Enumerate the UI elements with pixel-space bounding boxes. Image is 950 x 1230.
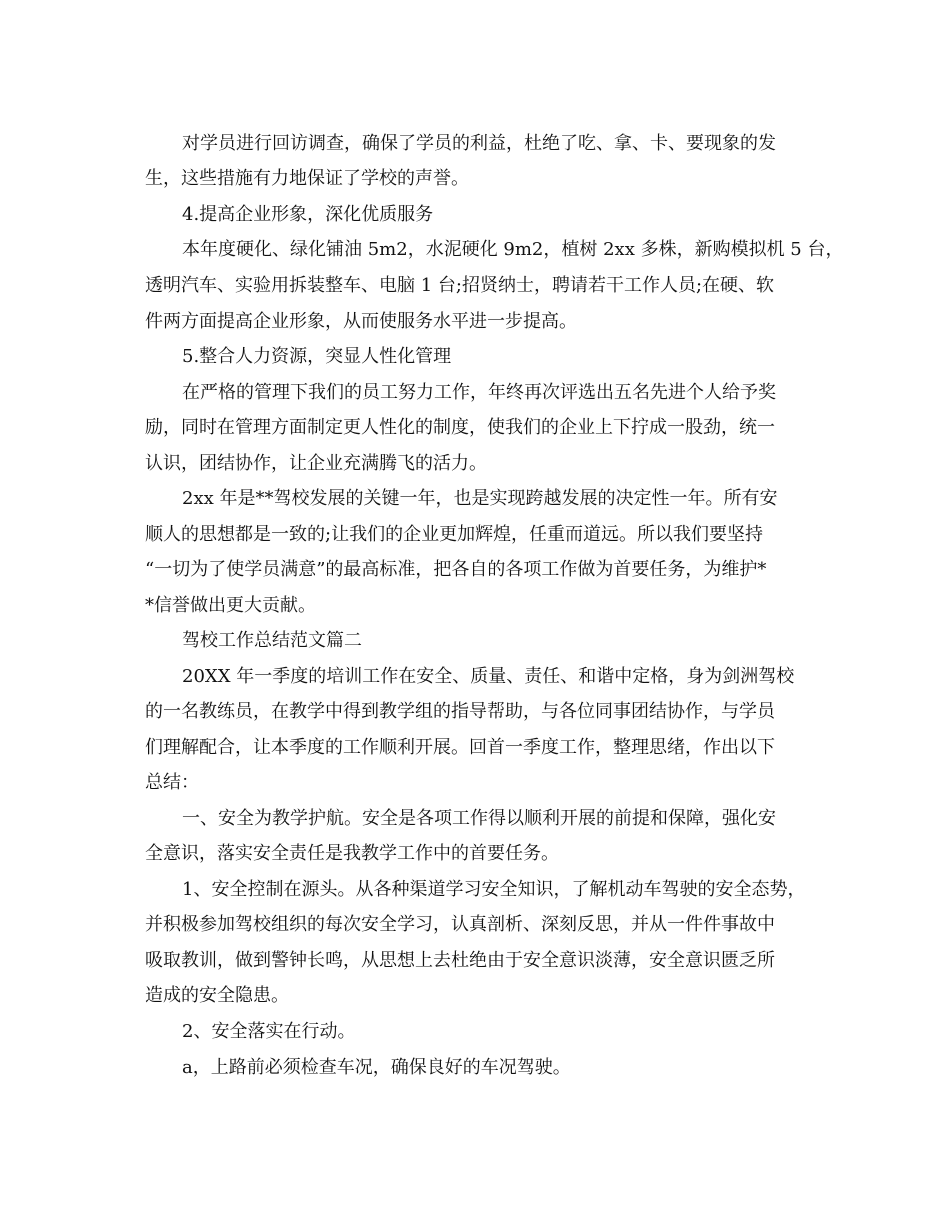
- text-line: 并积极参加驾校组织的每次安全学习，认真剖析、深刻反思，并从一件件事故中: [145, 914, 775, 935]
- text-line: 造成的安全隐患。: [145, 985, 289, 1006]
- text-line: a，上路前必须检查车况，确保良好的车况驾驶。: [182, 1057, 571, 1078]
- text-line: 顺人的思想都是一致的;让我们的企业更加辉煌，任重而道远。所以我们要坚持: [145, 524, 764, 545]
- text-line: 一、安全为教学护航。安全是各项工作得以顺利开展的前提和保障，强化安: [182, 808, 776, 829]
- text-line: 在严格的管理下我们的员工努力工作，年终再次评选出五名先进个人给予奖: [182, 382, 776, 403]
- text-line: 2、安全落实在行动。: [182, 1021, 356, 1042]
- section-heading: 驾校工作总结范文篇二: [182, 630, 362, 651]
- text-line: 全意识，落实安全责任是我教学工作中的首要任务。: [145, 843, 559, 864]
- text-line: 认识，团结协作，让企业充满腾飞的活力。: [145, 453, 487, 474]
- text-line: 件两方面提高企业形象，从而使服务水平进一步提高。: [145, 311, 577, 332]
- text-line: 20XX 年一季度的培训工作在安全、质量、责任、和谐中定格，身为剑洲驾校: [182, 666, 795, 687]
- text-line: 们理解配合，让本季度的工作顺利开展。回首一季度工作，整理思绪，作出以下: [145, 737, 775, 758]
- text-line: 吸取教训，做到警钟长鸣，从思想上去杜绝由于安全意识淡薄，安全意识匮乏所: [145, 950, 775, 971]
- text-line: 的一名教练员，在教学中得到教学组的指导帮助，与各位同事团结协作，与学员: [145, 701, 775, 722]
- section-heading: 4.提高企业形象，深化优质服务: [182, 204, 434, 225]
- text-line: 生，这些措施有力地保证了学校的声誉。: [145, 168, 469, 189]
- text-line: 对学员进行回访调查，确保了学员的利益，杜绝了吃、拿、卡、要现象的发: [182, 133, 776, 154]
- text-line: “一切为了使学员满意”的最高标准，把各自的各项工作做为首要任务，为维护*: [145, 559, 767, 580]
- text-line: 2xx 年是**驾校发展的关键一年，也是实现跨越发展的决定性一年。所有安: [182, 488, 778, 509]
- text-line: 本年度硬化、绿化铺油 5m2，水泥硬化 9m2，植树 2xx 多株，新购模拟机 5 台，: [182, 239, 844, 260]
- text-line: 透明汽车、实验用拆装整车、电脑 1 台;招贤纳士，聘请若干工作人员;在硬、软: [145, 275, 775, 296]
- text-line: 1、安全控制在源头。从各种渠道学习安全知识，了解机动车驾驶的安全态势，: [182, 879, 806, 900]
- section-heading: 5.整合人力资源，突显人性化管理: [182, 346, 452, 367]
- text-line: *信誉做出更大贡献。: [145, 595, 316, 616]
- text-line: 励，同时在管理方面制定更人性化的制度，使我们的企业上下拧成一股劲，统一: [145, 417, 775, 438]
- text-line: 总结：: [145, 772, 199, 793]
